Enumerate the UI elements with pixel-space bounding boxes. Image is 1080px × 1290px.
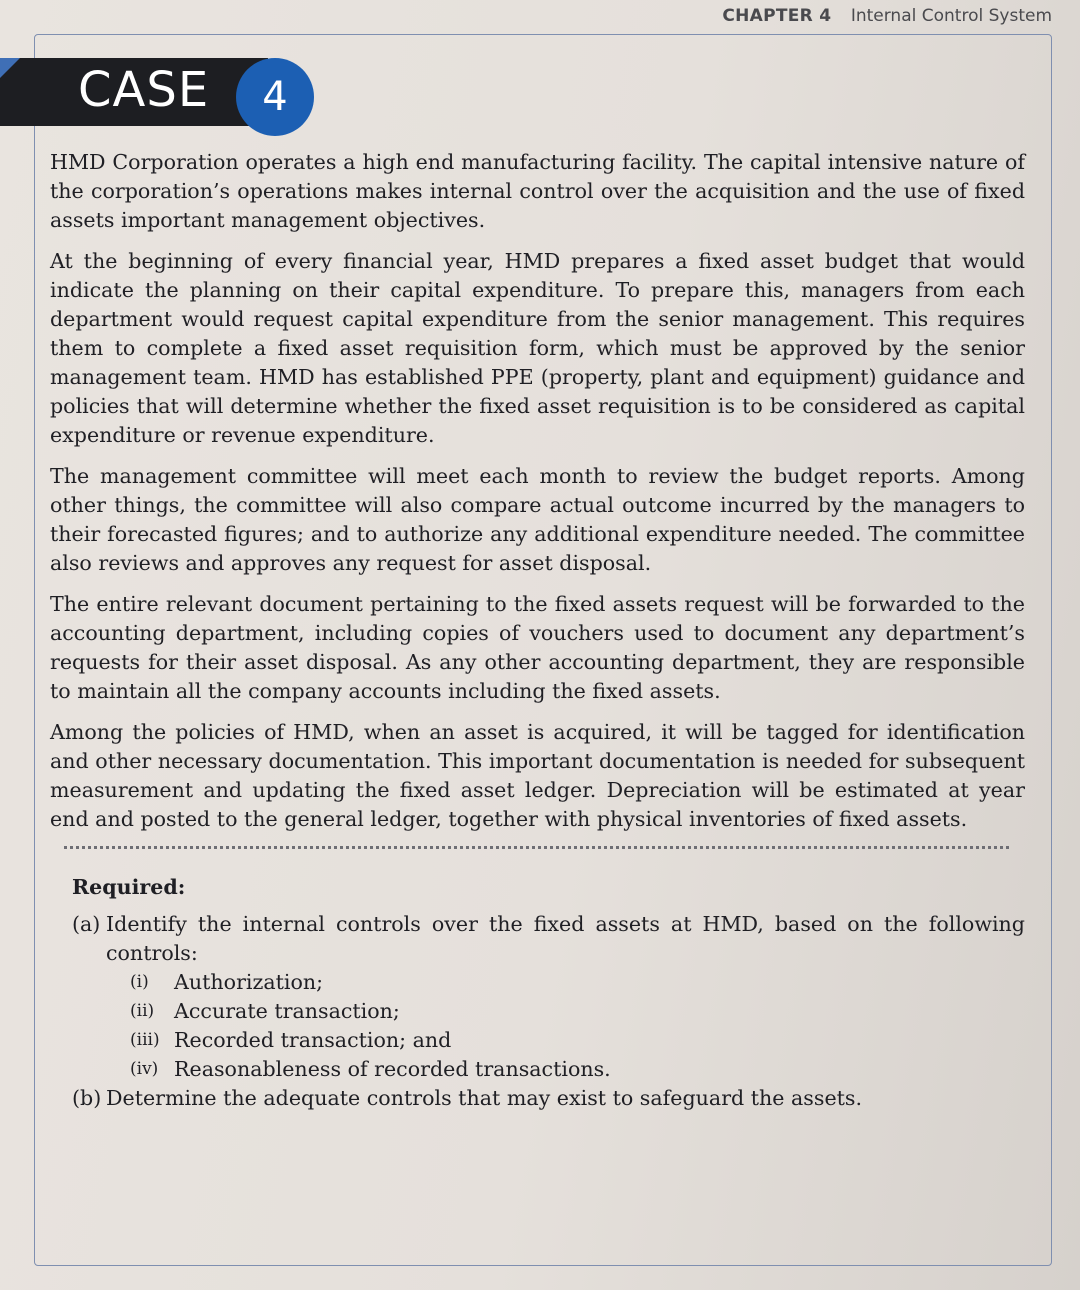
corner-accent xyxy=(0,58,20,78)
required-heading: Required: xyxy=(72,875,186,899)
dotted-divider xyxy=(64,846,1009,849)
case-number-badge: 4 xyxy=(236,58,314,136)
subitem-text: Authorization; xyxy=(174,970,324,994)
subitem-text: Accurate transaction; xyxy=(174,999,400,1023)
subitem xyxy=(130,1055,1025,1084)
subitem xyxy=(130,968,1025,997)
question-a-text: Identify the internal controls over the fixed assets at HMD, based on the following controls: xyxy=(106,912,1025,965)
subitem-label: (ii) xyxy=(130,1001,155,1021)
chapter-title: Internal Control System xyxy=(850,6,1052,26)
required-list xyxy=(72,910,1025,1113)
subitem xyxy=(130,997,1025,1026)
paragraph-accounting: The entire relevant document pertaining to the fixed assets request will be forwarded to the accounting department, including copies of vouchers used to document any department’s requests for their asset disposal. As any other accounting department, they are responsible to maintain all the company accounts including the fixed assets. xyxy=(50,592,1025,703)
question-a-label: (a) xyxy=(72,912,101,936)
case-label: CASE xyxy=(78,62,210,118)
paragraph-budget: At the beginning of every financial year, HMD prepares a fixed asset budget that would indicate the planning on their capital expenditure. To prepare this, managers from each department would request capital expenditure from the senior management. This requires them to complete a fixed asset requisition form, which must be approved by the senior management team. HMD has established PPE (property, plant and equipment) guidance and policies that will determine whether the fixed asset requisition is to be considered as capital expenditure or revenue expenditure. xyxy=(50,249,1025,447)
question-b xyxy=(72,1084,1025,1113)
case-body xyxy=(50,148,1025,1113)
question-b-label: (b) xyxy=(72,1086,102,1110)
subitem-text: Reasonableness of recorded transactions. xyxy=(174,1057,611,1081)
question-a-subitems xyxy=(130,968,1025,1084)
question-a xyxy=(72,910,1025,968)
paragraph-committee: The management committee will meet each month to review the budget reports. Among other things, the committee will also compare actual outcome incurred by the managers to their forecasted figures; and to authorize any additional expenditure needed. The committee also reviews and approves any request for asset disposal. xyxy=(50,464,1025,575)
question-b-text: Determine the adequate controls that may exist to safeguard the assets. xyxy=(106,1086,863,1110)
subitem-label: (iii) xyxy=(130,1030,160,1050)
running-header xyxy=(722,6,1052,26)
subitem xyxy=(130,1026,1025,1055)
paragraph-intro: HMD Corporation operates a high end manufacturing facility. The capital intensive nature of the corporation’s operations makes internal control over the acquisition and the use of fixed assets important management objectives. xyxy=(50,150,1025,232)
subitem-label: (i) xyxy=(130,972,149,992)
subitem-text: Recorded transaction; and xyxy=(174,1028,452,1052)
chapter-label: CHAPTER 4 xyxy=(722,6,832,26)
paragraph-policies: Among the policies of HMD, when an asset is acquired, it will be tagged for identification and other necessary documentation. This important documentation is needed for subsequent measurement and updating the fixed asset ledger. Depreciation will be estimated at year end and posted to the general ledger, together with physical inventories of fixed assets. xyxy=(50,720,1025,831)
subitem-label: (iv) xyxy=(130,1059,159,1079)
